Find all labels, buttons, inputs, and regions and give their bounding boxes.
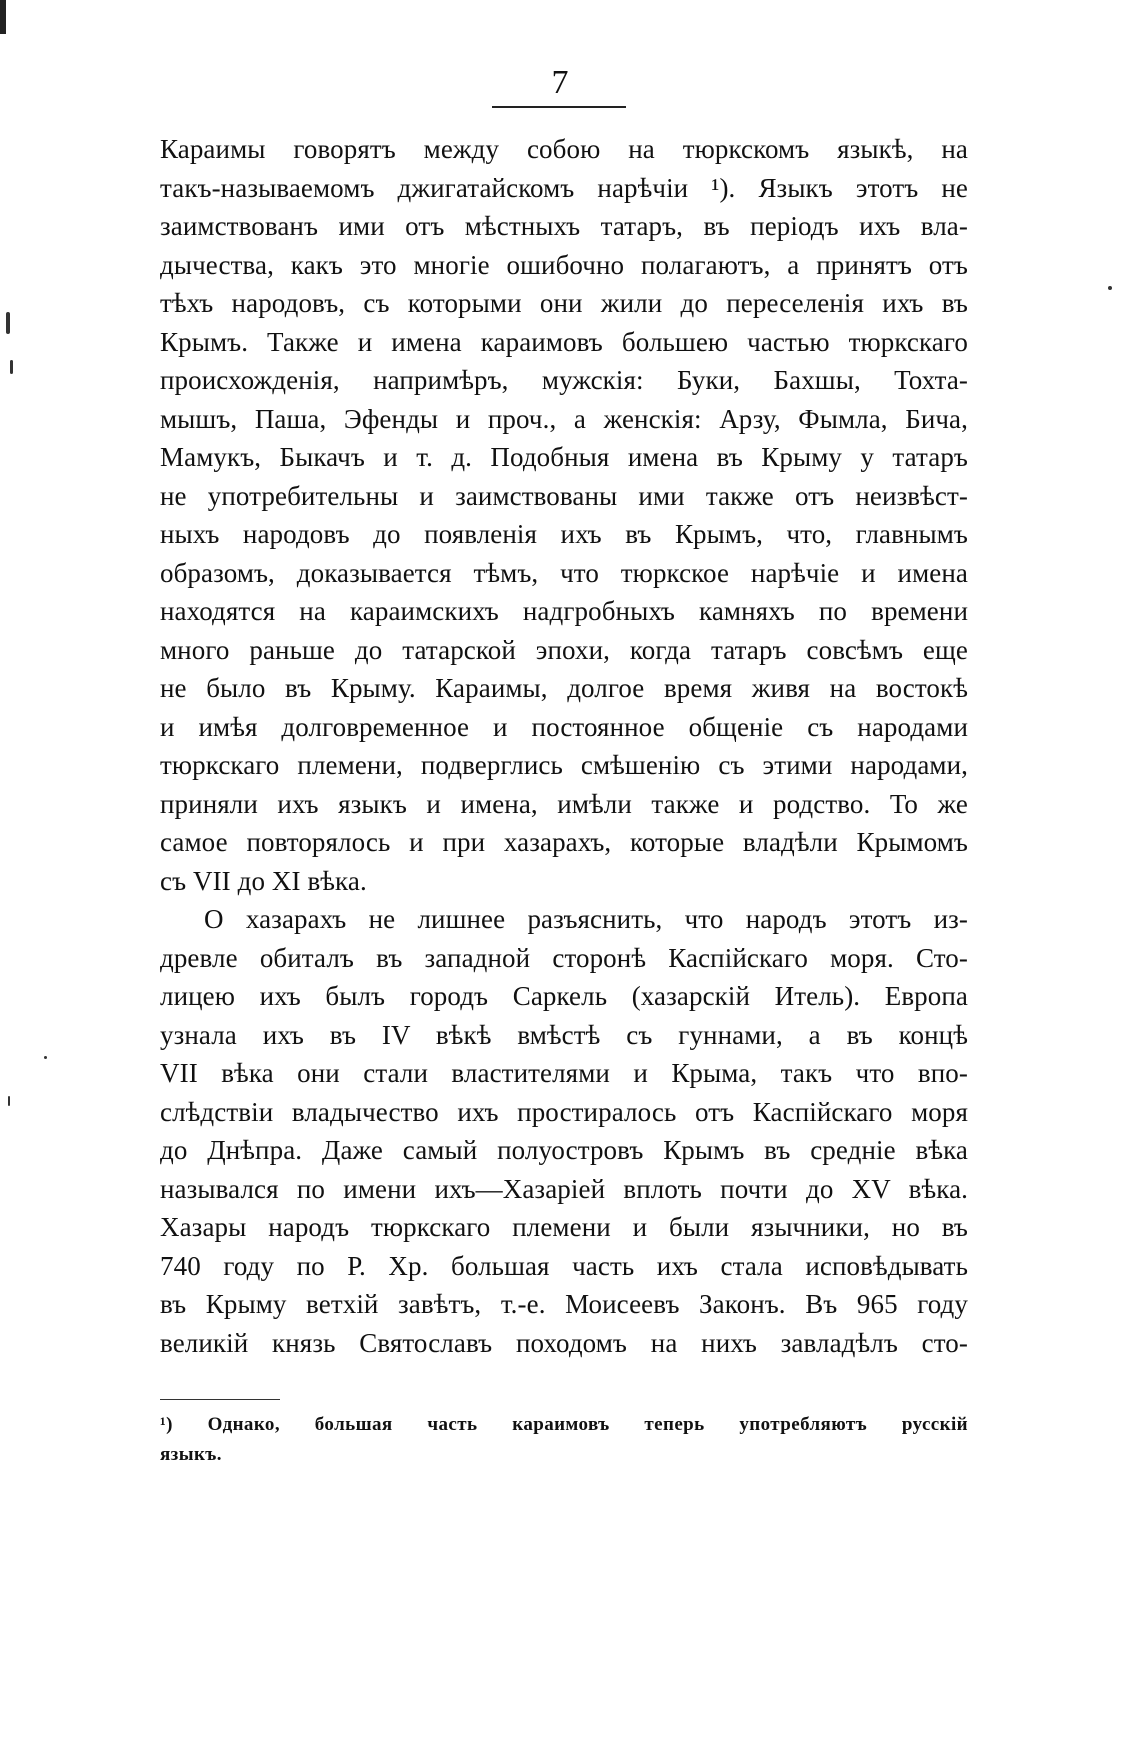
text-line: 740 году по Р. Хр. большая часть ихъ стала исповѣдывать (160, 1250, 968, 1281)
text-line: такъ-называемомъ джигатайскомъ нарѣчіи ¹). Языкъ этотъ не (160, 172, 968, 203)
text-line: образомъ, доказывается тѣмъ, что тюркское нарѣчіе и имена (160, 557, 968, 588)
scan-speck (44, 1056, 47, 1059)
text-line: назывался по имени ихъ—Хазаріей вплоть почти до XV вѣка. (160, 1173, 968, 1204)
scan-speck (6, 312, 10, 334)
page-number-rule (492, 106, 626, 108)
page-number: 7 (551, 64, 569, 101)
scan-speck (8, 1096, 10, 1106)
text-line: въ Крыму ветхій завѣтъ, т.-е. Моисеевъ Законъ. Въ 965 году (160, 1289, 968, 1319)
text-line: самое повторялось и при хазарахъ, которые владѣли Крымомъ (160, 827, 968, 857)
footnote-line: языкъ. (160, 1444, 222, 1465)
text-line: Хазары народъ тюркскаго племени и были язычники, но въ (160, 1212, 968, 1242)
text-line: не было въ Крыму. Караимы, долгое время живя на востокѣ (160, 673, 968, 703)
text-line: Мамукъ, Быкачъ и т. д. Подобныя имена въ Крыму у татаръ (160, 442, 968, 472)
text-line: и имѣя долговременное и постоянное общеніе съ народами (160, 711, 968, 742)
text-line: VII вѣка они стали властителями и Крыма, такъ что впо- (160, 1058, 968, 1088)
text-line: дычества, какъ это многіе ошибочно полагаютъ, а принятъ отъ (160, 249, 968, 280)
footnote-line: ¹) Однако, большая часть караимовъ теперь употребляютъ русскій (160, 1414, 968, 1435)
scan-speck (10, 360, 13, 374)
text-line: находятся на караимскихъ надгробныхъ камняхъ по времени (160, 596, 968, 626)
text-line: заимствованъ ими отъ мѣстныхъ татаръ, въ періодъ ихъ вла- (160, 211, 968, 241)
text-line: ныхъ народовъ до появленія ихъ въ Крымъ, что, главнымъ (160, 519, 968, 549)
main-text (160, 130, 968, 1362)
text-line: великій князь Святославъ походомъ на нихъ завладѣлъ сто- (160, 1327, 968, 1358)
scan-speck (1108, 286, 1112, 290)
text-line: много раньше до татарской эпохи, когда татаръ совсѣмъ еще (160, 634, 968, 665)
text-line: происхожденія, напримѣръ, мужскія: Буки, Бахшы, Тохта- (160, 365, 968, 395)
text-line: древле обиталъ въ западной сторонѣ Каспійскаго моря. Сто- (160, 942, 968, 973)
text-line: съ VII до XI вѣка. (160, 865, 367, 896)
text-line: мышъ, Паша, Эфенды и проч., а женскія: Арзу, Фымла, Бича, (160, 403, 968, 434)
text-line: О хазарахъ не лишнее разъяснить, что народъ этотъ из- (204, 904, 968, 934)
text-line: тюркскаго племени, подверглись смѣшенію съ этими народами, (160, 750, 968, 780)
text-line: узнала ихъ въ IV вѣкѣ вмѣстѣ съ гуннами, а въ концѣ (160, 1019, 968, 1050)
text-line: слѣдствіи владычество ихъ простиралось отъ Каспійскаго моря (160, 1096, 968, 1127)
text-line: Караимы говорятъ между собою на тюркскомъ языкѣ, на (160, 134, 968, 164)
footnote (160, 1410, 968, 1470)
footnote-rule (160, 1399, 280, 1400)
text-line: Крымъ. Также и имена караимовъ большею частью тюркскаго (160, 326, 968, 357)
text-line: приняли ихъ языкъ и имена, имѣли также и родство. То же (160, 788, 968, 819)
text-line: до Днѣпра. Даже самый полуостровъ Крымъ въ средніе вѣка (160, 1135, 968, 1165)
text-line: не употребительны и заимствованы ими также отъ неизвѣст- (160, 480, 968, 511)
scan-edge-mark (0, 0, 6, 34)
text-line: лицею ихъ былъ городъ Саркель (хазарскій Итель). Европа (160, 981, 968, 1011)
text-line: тѣхъ народовъ, съ которыми они жили до переселенія ихъ въ (160, 288, 968, 318)
